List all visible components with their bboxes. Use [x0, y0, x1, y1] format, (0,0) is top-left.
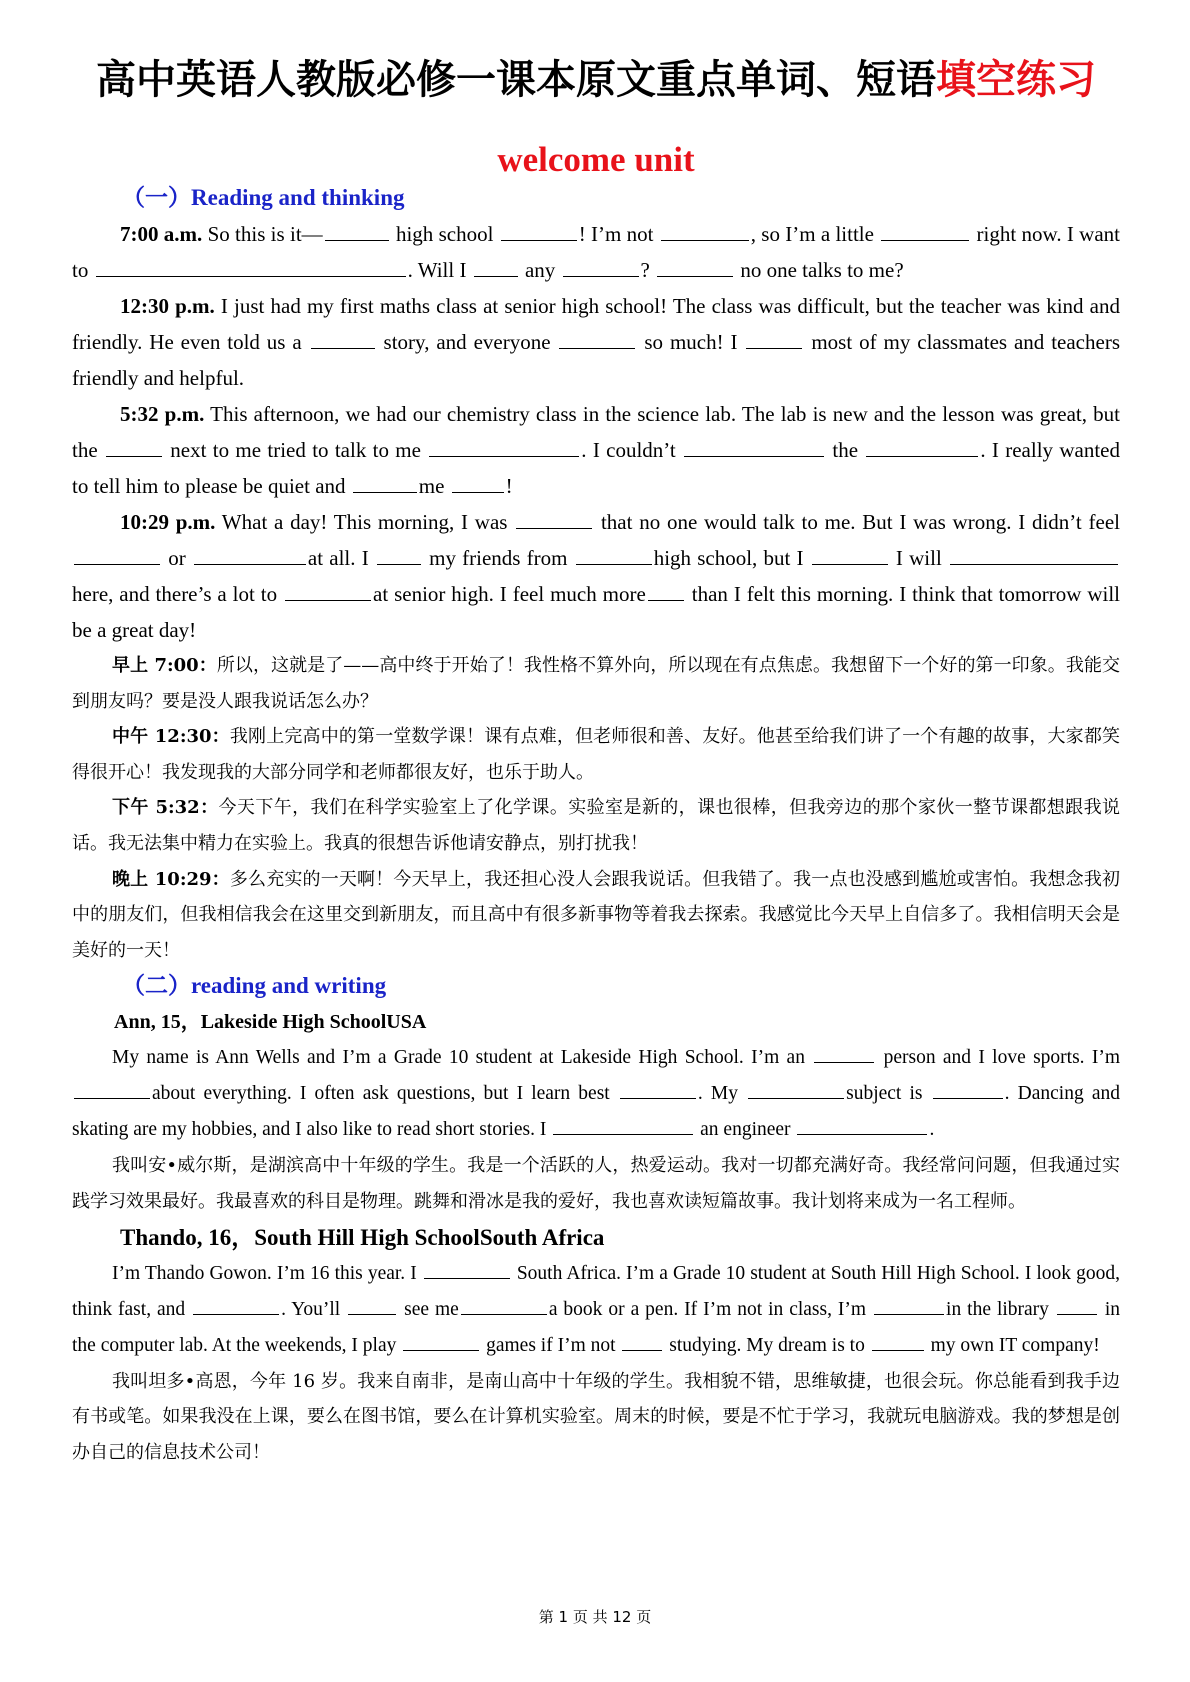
fill-blank[interactable] [648, 581, 684, 601]
fill-blank[interactable] [501, 221, 577, 241]
fill-blank[interactable] [657, 257, 733, 277]
translation-1029: 晚上 10:29：多么充实的一天啊！今天早上，我还担心没人会跟我说话。但我错了。我一点也没感到尴尬或害怕。我想念我初中的朋友们，但我相信我会在这里交到新朋友，而且高中有很多新事物等着我去探索。我感觉比今天早上自信多了。我相信明天会是美好的一天！ [72, 868, 1120, 961]
profile-heading-ann: Ann, 15，Lakeside High SchoolUSA [114, 1011, 427, 1034]
fill-blank[interactable] [106, 437, 162, 457]
translation-0700: 早上 7:00：所以，这就是了——高中终于开始了！我性格不算外向，所以现在有点焦虑。我想留下一个好的第一印象。我能交到朋友吗？要是没人跟我说话怎么办？ [72, 655, 1121, 712]
fill-blank[interactable] [559, 329, 635, 349]
fill-blank[interactable] [311, 329, 375, 349]
fill-blank[interactable] [748, 1079, 844, 1099]
fill-blank[interactable] [193, 1295, 279, 1315]
page-footer: 第 1 页 共 12 页 [538, 1608, 652, 1626]
diary-entry-1029: 10:29 p.m. What a day! This morning, I was that no one would talk to me. But I was wrong. I didn’t feel or at all. I my friends from high school, but I I will here, and there’s a lot to at senior high. I feel much more than I felt this morning. I think that tomorrow will be a great day! [72, 510, 1121, 642]
fill-blank[interactable] [194, 545, 306, 565]
section-heading-reading-writing: （二）reading and writing [122, 973, 387, 999]
fill-blank[interactable] [285, 581, 371, 601]
fill-blank[interactable] [933, 1079, 1003, 1099]
fill-blank[interactable] [377, 545, 421, 565]
diary-entry-0700: 7:00 a.m. So this is it— high school ! I’m not , so I’m a little right now. I want to . Will I any ? no one talks to me? [72, 222, 1120, 282]
diary-time: 12:30 p.m. [120, 294, 215, 318]
worksheet-page [72, 52, 1120, 1470]
diary-time: 7:00 a.m. [120, 222, 203, 246]
translation-ann: 我叫安•威尔斯，是湖滨高中十年级的学生。我是一个活跃的人，热爱运动。我对一切都充满好奇。我经常问问题，但我通过实践学习效果最好。我最喜欢的科目是物理。跳舞和滑冰是我的爱好，我也喜欢读短篇故事。我计划将来成为一名工程师。 [72, 1155, 1120, 1212]
translation-thando: 我叫坦多•高恩，今年 16 岁。我来自南非，是南山高中十年级的学生。我相貌不错，思维敏捷，也很会玩。你总能看到我手边有书或笔。如果我没在上课，要么在图书馆，要么在计算机实验室。周末的时候，要是不忙于学习，我就玩电脑游戏。我的梦想是创办自己的信息技术公司！ [72, 1370, 1120, 1463]
fill-blank[interactable] [325, 221, 389, 241]
fill-blank[interactable] [881, 221, 969, 241]
translation-1230: 中午 12:30：我刚上完高中的第一堂数学课！课有点难，但老师很和善、友好。他甚至给我们讲了一个有趣的故事，大家都笑得很开心！我发现我的大部分同学和老师都很友好，也乐于助人。 [72, 726, 1120, 783]
fill-blank[interactable] [1057, 1295, 1097, 1315]
title-highlight: 填空练习 [936, 57, 1096, 103]
fill-blank[interactable] [746, 329, 802, 349]
fill-blank[interactable] [96, 257, 406, 277]
diary-entry-1230: 12:30 p.m. I just had my first maths class at senior high school! The class was difficult, but the teacher was kind and friendly. He even told us a story, and everyone so much! I most of my classmates and teachers friendly and helpful. [72, 294, 1120, 390]
fill-blank[interactable] [661, 221, 749, 241]
fill-blank[interactable] [452, 473, 504, 493]
page-title [72, 52, 1120, 112]
fill-blank[interactable] [814, 1043, 874, 1063]
fill-blank[interactable] [874, 1295, 944, 1315]
fill-blank[interactable] [353, 473, 417, 493]
title-main: 高中英语人教版必修一课本原文重点单词、短语 [96, 57, 936, 103]
profile-ann: My name is Ann Wells and I’m a Grade 10 student at Lakeside High School. I’m an person and I love sports. I’m about everything. I often ask questions, but I learn best . My subject is . Dancing and skating are my hobbies, and I also like to read short stories. I an engineer . [72, 1040, 1120, 1148]
fill-blank[interactable] [950, 545, 1118, 565]
unit-subtitle: welcome unit [497, 140, 695, 179]
fill-blank[interactable] [348, 1295, 396, 1315]
fill-blank[interactable] [424, 1259, 510, 1279]
fill-blank[interactable] [812, 545, 888, 565]
fill-blank[interactable] [866, 437, 978, 457]
translation-0532: 下午 5:32：今天下午，我们在科学实验室上了化学课。实验室是新的，课也很棒，但我旁边的那个家伙一整节课都想跟我说话。我无法集中精力在实验上。我真的很想告诉他请安静点，别打扰我！ [72, 797, 1120, 854]
fill-blank[interactable] [429, 437, 579, 457]
fill-blank[interactable] [622, 1331, 662, 1351]
fill-blank[interactable] [74, 545, 160, 565]
diary-time: 5:32 p.m. [120, 402, 205, 426]
fill-blank[interactable] [553, 1115, 693, 1135]
fill-blank[interactable] [461, 1295, 547, 1315]
fill-blank[interactable] [576, 545, 652, 565]
fill-blank[interactable] [516, 509, 592, 529]
diary-entry-0532: 5:32 p.m. This afternoon, we had our chemistry class in the science lab. The lab is new and the lesson was great, but the next to me tried to talk to me . I couldn’t the . I really wanted to tell him to please be quiet and me ! [72, 402, 1121, 498]
fill-blank[interactable] [74, 1079, 150, 1099]
fill-blank[interactable] [872, 1331, 924, 1351]
section-heading-reading-thinking: （一）Reading and thinking [122, 185, 405, 210]
profile-heading-thando: Thando, 16，South Hill High SchoolSouth Africa [120, 1224, 605, 1250]
diary-time: 10:29 p.m. [120, 510, 216, 534]
fill-blank[interactable] [563, 257, 639, 277]
fill-blank[interactable] [403, 1331, 479, 1351]
fill-blank[interactable] [684, 437, 824, 457]
fill-blank[interactable] [620, 1079, 696, 1099]
profile-thando: I’m Thando Gowon. I’m 16 this year. I South Africa. I’m a Grade 10 student at South Hill High School. I look good, think fast, and . You’ll see me a book or a pen. If I’m not in class, I’m in the library in the computer lab. At the weekends, I play games if I’m not studying. My dream is to my own IT company! [72, 1256, 1120, 1364]
fill-blank[interactable] [474, 257, 518, 277]
fill-blank[interactable] [797, 1115, 927, 1135]
